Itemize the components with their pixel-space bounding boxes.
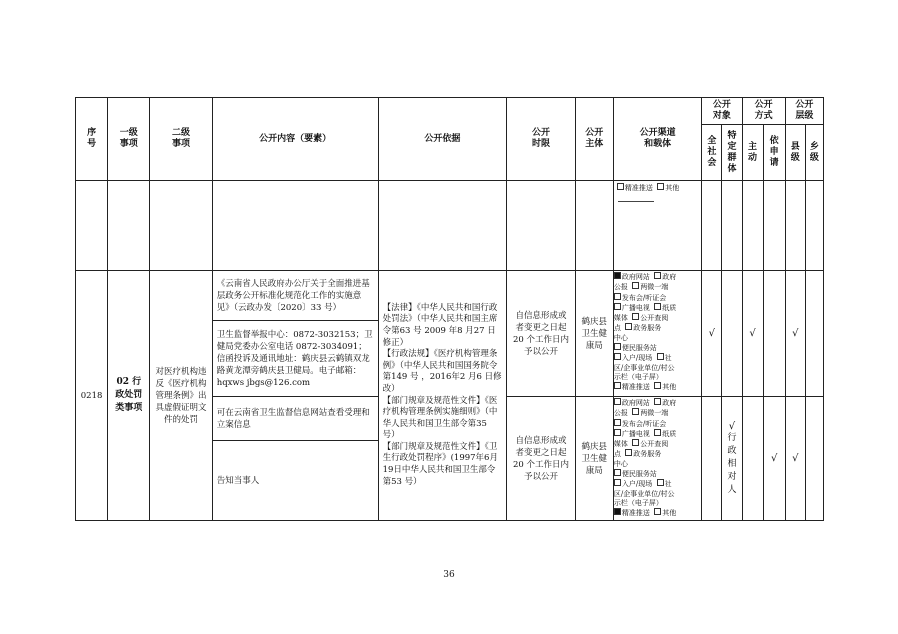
header-method: 公开方式 xyxy=(742,98,785,125)
checkbox-icon xyxy=(614,419,621,426)
channel-line: 精准推送 其他 xyxy=(614,181,701,195)
channel-option-label: 精准推送 xyxy=(621,383,650,392)
checkbox-icon xyxy=(632,439,639,446)
checkbox-icon xyxy=(614,429,621,436)
channel-line xyxy=(614,398,701,408)
channel-line xyxy=(614,408,701,418)
channel-line xyxy=(614,323,701,333)
channel-line xyxy=(614,272,701,282)
channel-line xyxy=(614,343,701,353)
channel-option-label: 广播电视 xyxy=(621,303,650,312)
channel-option-label: 广播电视 xyxy=(621,429,650,438)
channel-option-label: 两微一端 xyxy=(640,409,669,418)
channel-line xyxy=(614,382,701,392)
basis-rules-2: 【部门规章及规范性文件】《卫生行政处罚程序》(1997年6月19日中华人民共和国卫生部令第53 号） xyxy=(382,441,498,487)
channel-option-label: 政府网站 xyxy=(621,273,650,281)
channel-line xyxy=(614,373,701,382)
checkbox-icon xyxy=(614,353,621,360)
continuation-channel-cell xyxy=(613,181,701,271)
channel-continuation-text: 媒体 xyxy=(613,314,628,323)
basis-rules-1: 【部门规章及规范性文件】《医疗机构管理条例实施细则》（中华人民共和国卫生部令第35 号） xyxy=(382,395,498,441)
empty-target-all xyxy=(702,397,722,521)
checkbox-icon xyxy=(617,183,624,190)
header-content: 公开内容（要素） xyxy=(212,98,378,181)
channel-option-label: 政府 xyxy=(662,273,677,281)
channel-line xyxy=(614,293,701,303)
channel-option-label: 入户/现场 xyxy=(621,480,653,489)
channel-option-label: 便民服务站 xyxy=(621,470,657,479)
table-row xyxy=(76,271,824,321)
channel-line xyxy=(614,439,701,449)
checkbox-icon xyxy=(657,353,664,360)
channel-line xyxy=(614,490,701,499)
empty-method-request xyxy=(763,271,785,397)
header-target-specific: 特定群体 xyxy=(722,125,742,181)
channel-line xyxy=(614,469,701,479)
content-notify: 告知当事人 xyxy=(212,441,378,521)
check-method-active: √ xyxy=(742,271,763,397)
channel-option-label: 发布会/听证会 xyxy=(621,419,667,428)
checkbox-icon xyxy=(614,303,621,310)
basis-regulation: 【行政法规】《医疗机构管理条例》（中华人民共和国国务院令第149 号 ，2016年2 月6 日修改） xyxy=(382,349,502,394)
header-method-active: 主动 xyxy=(742,125,763,181)
checkbox-icon xyxy=(657,479,664,486)
checkbox-icon xyxy=(654,508,661,515)
checkbox-icon xyxy=(614,382,621,389)
empty-target-specific xyxy=(722,271,742,397)
row-seq: 0218 xyxy=(76,271,108,521)
channel-continuation-text: 区/企事业单位/村公 xyxy=(613,489,675,498)
channel-list-1 xyxy=(614,272,701,393)
channel-continuation-text: 示栏（电子屏） xyxy=(613,372,663,381)
header-seq: 序号 xyxy=(76,98,108,181)
channel-line xyxy=(614,479,701,489)
specific-group-cell xyxy=(722,397,742,521)
header-level2: 二级事项 xyxy=(150,98,212,181)
header-method-request: 依申请 xyxy=(763,125,785,181)
channel-line xyxy=(614,334,701,343)
specific-group-label: 行政相对人 xyxy=(727,432,737,495)
header-time: 公开时限 xyxy=(507,98,575,181)
empty-layer-town-2 xyxy=(805,397,823,521)
checkbox-icon xyxy=(654,429,661,436)
channel-option-label: 纸质 xyxy=(662,303,677,312)
channel-option-label: 社 xyxy=(664,354,672,363)
channel-line xyxy=(614,313,701,323)
header-level1: 一级事项 xyxy=(108,98,150,181)
checkbox-icon xyxy=(614,398,621,405)
subject-cell-2: 鹤庆县卫生健康局 xyxy=(575,397,613,521)
checkbox-icon xyxy=(632,313,639,320)
row-level1: 02 行政处罚类事项 xyxy=(108,271,150,521)
channel-line xyxy=(614,282,701,292)
channel-line xyxy=(614,449,701,459)
channel-line xyxy=(614,499,701,508)
checkbox-icon xyxy=(614,343,621,350)
channel-option-label: 政府网站 xyxy=(621,399,650,407)
basis-cell xyxy=(378,271,507,521)
channel-continuation-text: 媒体 xyxy=(613,440,628,449)
checkbox-icon xyxy=(654,303,661,310)
channel-continuation-text: 公报 xyxy=(613,409,628,418)
channel-continuation-text: 公报 xyxy=(613,283,628,292)
separator-line xyxy=(618,201,654,202)
channel-line xyxy=(614,460,701,469)
channel-option-label: 政务服务 xyxy=(633,324,662,333)
checkbox-icon xyxy=(654,398,661,405)
header-layer-town: 乡级 xyxy=(805,125,823,181)
channel-option-label: 发布会/听证会 xyxy=(621,293,667,302)
basis-law: 【法律】《中华人民共和国行政处罚法》（中华人民共和国主席令第63 号 2009 年8 月27 日修正） xyxy=(382,302,498,348)
checkbox-icon xyxy=(614,469,621,476)
channel-option-label: 便民服务站 xyxy=(621,344,657,353)
checkbox-icon xyxy=(632,282,639,289)
channel-option-label: 其他 xyxy=(662,383,677,392)
check-target-all: √ xyxy=(702,271,722,397)
time-cell-1: 自信息形成或者变更之日起 20 个工作日内予以公开 xyxy=(507,271,575,397)
channel-line xyxy=(614,419,701,429)
channel-line xyxy=(614,429,701,439)
continuation-row xyxy=(76,181,824,271)
channel-option-label: 纸质 xyxy=(662,429,677,438)
channel-continuation-text: 中心 xyxy=(613,459,628,468)
channel-cell-2 xyxy=(613,397,701,521)
header-basis: 公开依据 xyxy=(378,98,507,181)
channel-continuation-text: 点 xyxy=(613,324,621,333)
header-layer: 公开层级 xyxy=(785,98,823,125)
header-target: 公开对象 xyxy=(702,98,742,125)
check-layer-county-2: √ xyxy=(785,397,805,521)
channel-option-label: 两微一端 xyxy=(640,283,669,292)
checkbox-checked-icon xyxy=(614,272,621,279)
disclosure-table xyxy=(75,97,824,521)
header-target-all: 全社会 xyxy=(702,125,722,181)
content-website: 可在云南省卫生监督信息网站查看受理和立案信息 xyxy=(212,397,378,441)
channel-line xyxy=(614,353,701,363)
channel-option-label: 政务服务 xyxy=(633,450,662,459)
channel-option-label: 精准推送 xyxy=(621,509,650,518)
header-channel: 公开渠道和载体 xyxy=(613,98,701,181)
checkbox-icon xyxy=(657,183,664,190)
channel-continuation-text: 中心 xyxy=(613,333,628,342)
checkbox-icon xyxy=(614,479,621,486)
check-target-specific: √ xyxy=(728,420,736,432)
check-layer-county: √ xyxy=(785,271,805,397)
subject-cell-1: 鹤庆县卫生健康局 xyxy=(575,271,613,397)
channel-option-label: 公开查阅 xyxy=(640,440,669,449)
checkbox-checked-icon xyxy=(614,508,621,515)
header-subject: 公开主体 xyxy=(575,98,613,181)
checkbox-icon xyxy=(632,408,639,415)
empty-layer-town xyxy=(805,271,823,397)
channel-option-label: 社 xyxy=(664,480,672,489)
empty-method-active xyxy=(742,397,763,521)
content-contact: 卫生监督举报中心：0872-3032153；卫健局党委办公室电话 0872-3034091；信函投诉及通讯地址：鹤庆县云鹤镇双龙路黄龙潭旁鹤庆县卫健局。电子邮箱：hqxws jbgs@126.com xyxy=(212,321,378,397)
time-cell-2: 自信息形成或者变更之日起 20 个工作日内予以公开 xyxy=(507,397,575,521)
channel-line xyxy=(614,364,701,373)
checkbox-icon xyxy=(614,293,621,300)
header-row-1 xyxy=(76,98,824,125)
content-policy: 《云南省人民政府办公厅关于全面推进基层政务公开标准化规范化工作的实施意见》（云政办发〔2020〕33 号） xyxy=(212,271,378,321)
channel-continuation-text: 点 xyxy=(613,450,621,459)
channel-cell-1 xyxy=(613,271,701,397)
page-number: 36 xyxy=(443,570,455,580)
header-layer-county: 县级 xyxy=(785,125,805,181)
channel-list-2 xyxy=(614,398,701,519)
channel-option-label: 公开查阅 xyxy=(640,314,669,323)
checkbox-icon xyxy=(625,449,632,456)
checkbox-icon xyxy=(625,323,632,330)
channel-option-label: 入户/现场 xyxy=(621,354,653,363)
channel-continuation-text: 示栏（电子屏） xyxy=(613,498,663,507)
channel-continuation-text: 区/企事业单位/村公 xyxy=(613,363,675,372)
channel-option-label: 政府 xyxy=(662,399,677,407)
check-method-request: √ xyxy=(763,397,785,521)
checkbox-icon xyxy=(654,382,661,389)
row-level2: 对医疗机构违反《医疗机构管理条例》出具虚假证明文件的处罚 xyxy=(150,271,212,521)
channel-line xyxy=(614,508,701,518)
channel-option-label: 其他 xyxy=(662,509,677,518)
checkbox-icon xyxy=(654,272,661,279)
channel-line xyxy=(614,303,701,313)
